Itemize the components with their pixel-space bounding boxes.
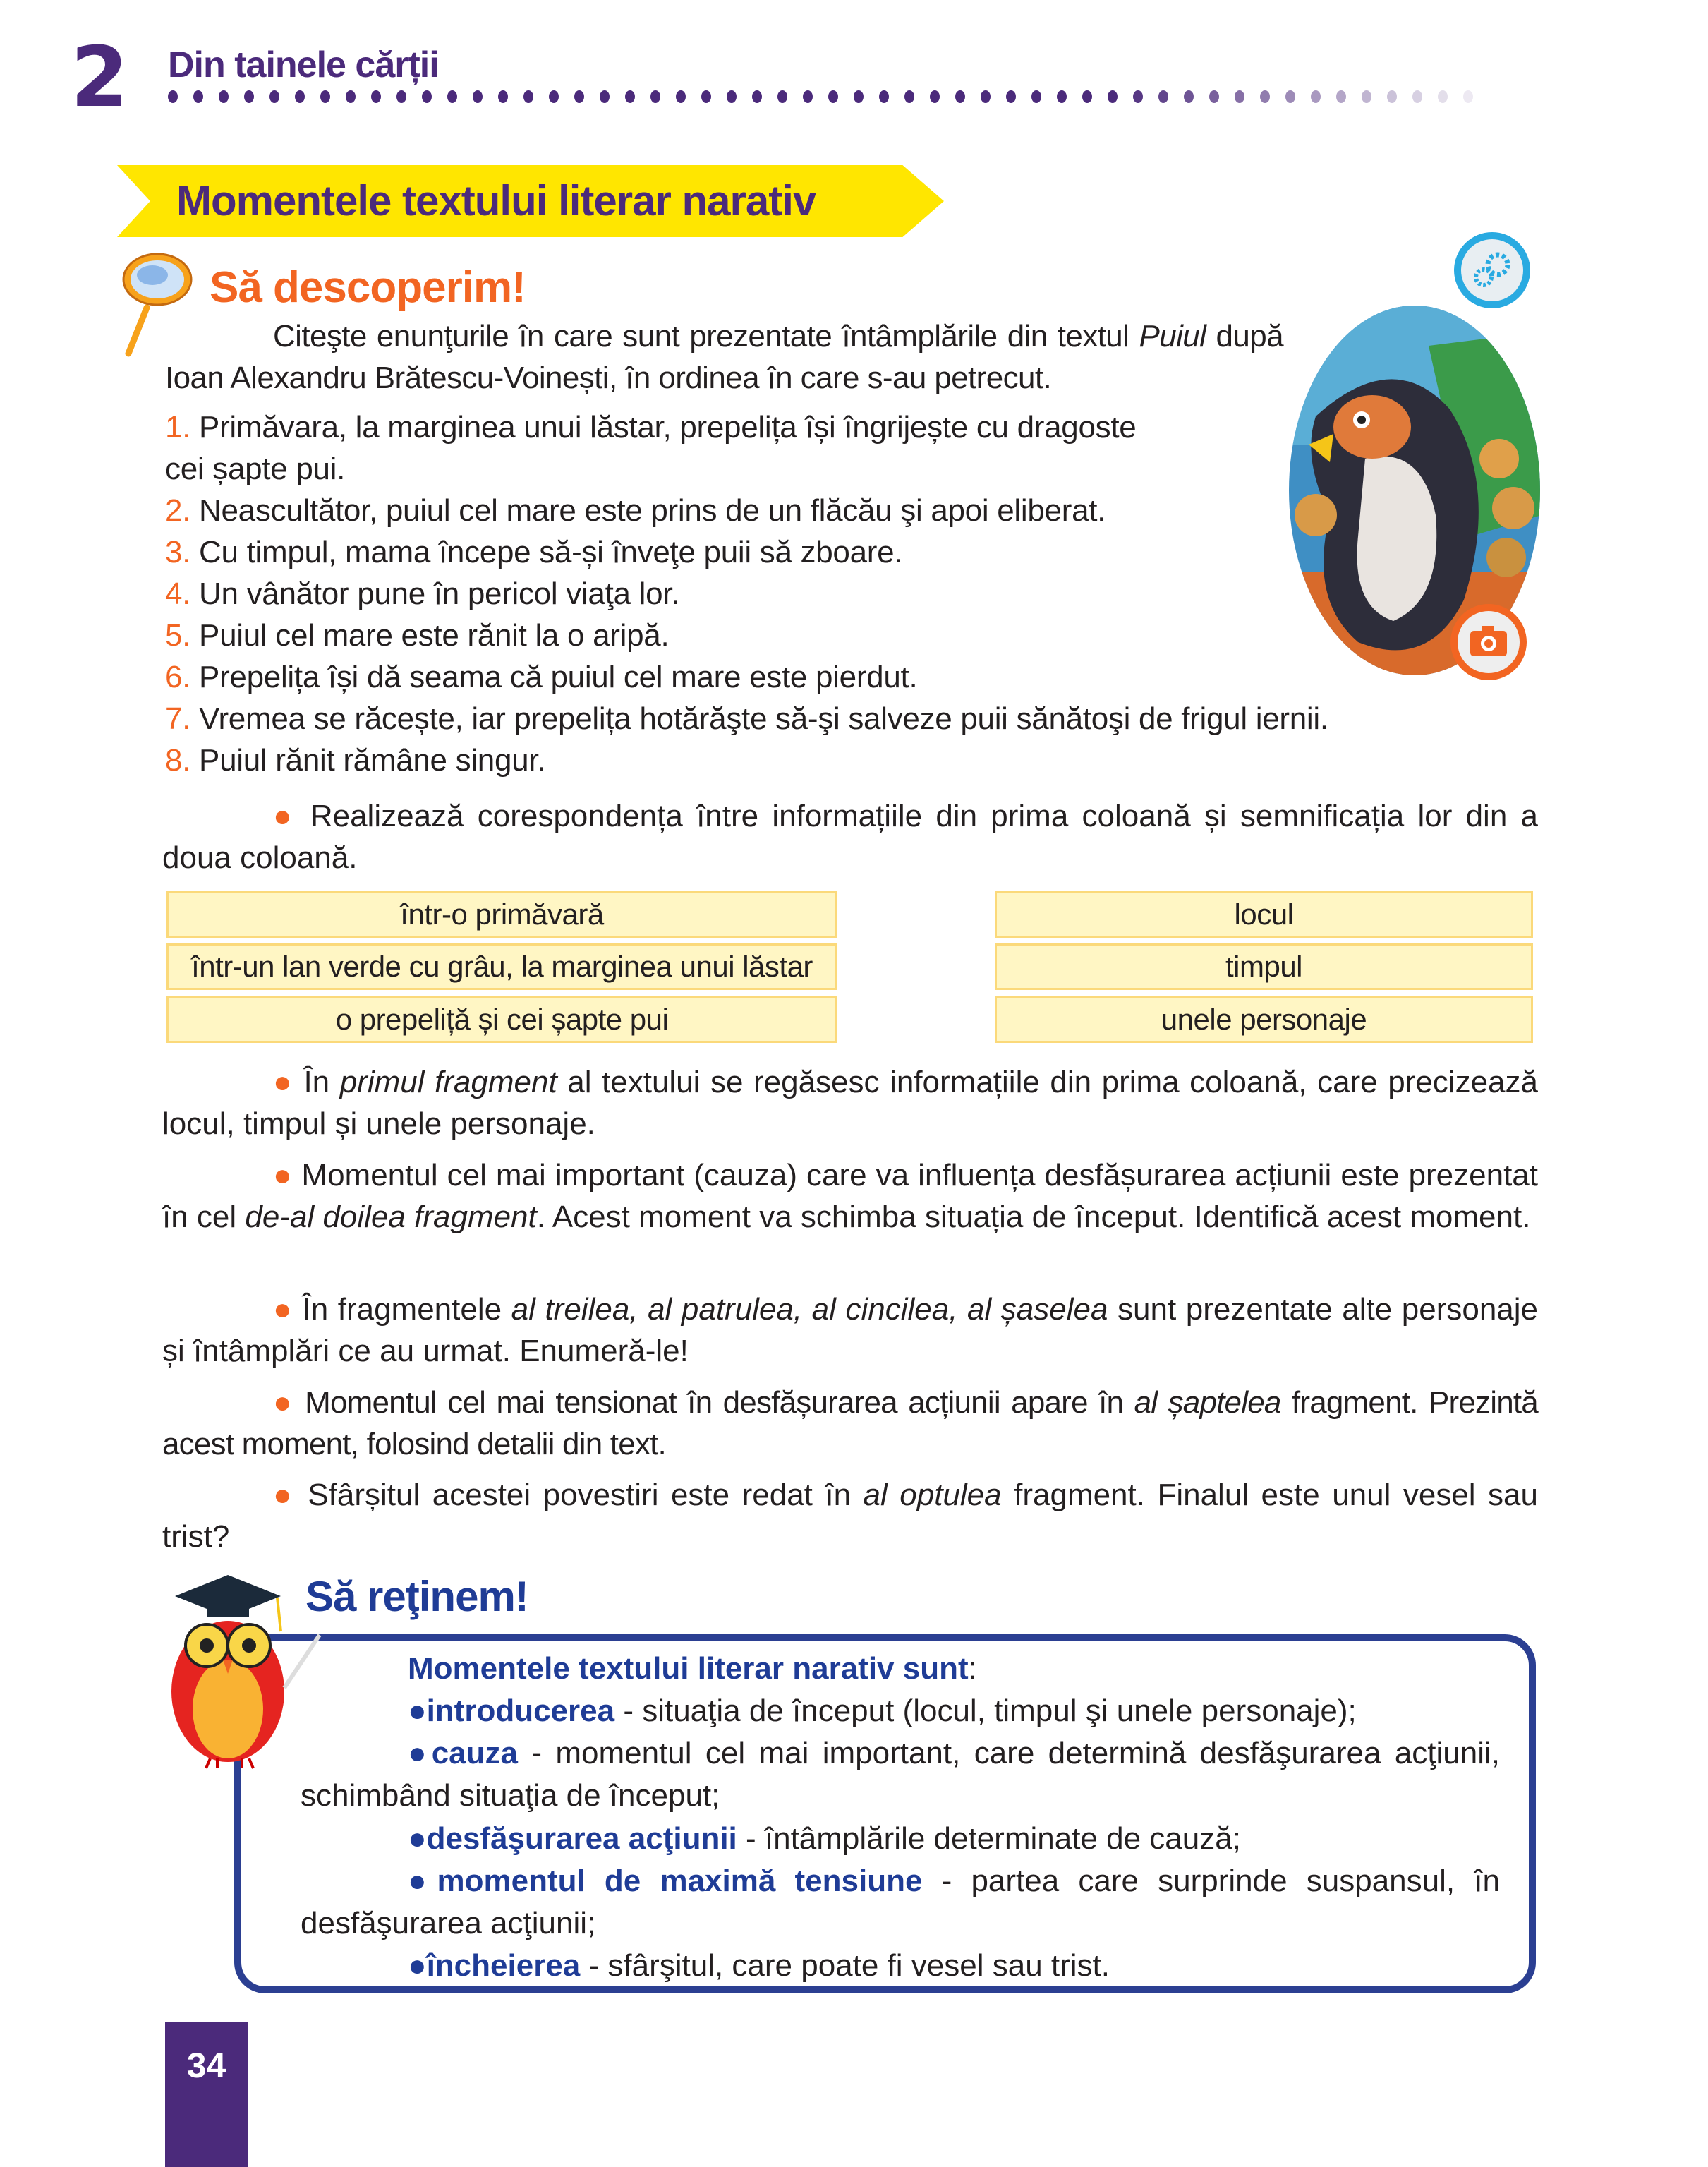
chapter-title: Din tainele cărții bbox=[168, 44, 439, 85]
text: În bbox=[303, 1065, 340, 1099]
item-text: Cu timpul, mama începe să-și înveţe puii să zboare. bbox=[190, 535, 903, 569]
divider-dot bbox=[1006, 90, 1016, 103]
bullet-icon: ● bbox=[408, 1864, 437, 1898]
divider-dot bbox=[701, 90, 711, 103]
divider-dot bbox=[1133, 90, 1143, 103]
intro-part: Citeşte enunţurile în care sunt prezentate întâmplările din textul bbox=[273, 319, 1139, 354]
item-number: 6. bbox=[165, 660, 191, 694]
paragraph-5 bbox=[162, 1474, 1538, 1557]
divider-dot bbox=[1209, 90, 1219, 103]
term: încheierea bbox=[426, 1948, 581, 1983]
divider-dot bbox=[1285, 90, 1295, 103]
intro-italic: Puiul bbox=[1139, 319, 1206, 354]
italic-text: al optulea bbox=[863, 1478, 1002, 1512]
item-text: Primăvara, la marginea unui lăstar, prepelița își îngrijește cu dragoste bbox=[190, 410, 1137, 445]
list-item bbox=[165, 656, 917, 698]
match-task-text: Realizează corespondența între informațiile din prima coloană și semnificația lor din a doua coloană. bbox=[162, 799, 1538, 875]
divider-dot bbox=[777, 90, 787, 103]
owl-icon bbox=[161, 1568, 323, 1769]
divider-dot bbox=[498, 90, 508, 103]
right-column-cell[interactable]: unele personaje bbox=[995, 996, 1533, 1043]
divider-dot bbox=[981, 90, 991, 103]
text: Sfârșitul acestei povestiri este redat în bbox=[308, 1478, 864, 1512]
page-number-tab bbox=[165, 2022, 248, 2167]
bullet-icon: ● bbox=[273, 1292, 293, 1327]
paragraph-4 bbox=[162, 1382, 1538, 1465]
divider-dot bbox=[168, 90, 178, 103]
divider-dot bbox=[600, 90, 610, 103]
dotted-divider bbox=[168, 90, 1508, 103]
divider-dot bbox=[396, 90, 406, 103]
list-item bbox=[165, 698, 1328, 740]
retain-item bbox=[301, 1690, 1500, 1732]
definition: - situaţia de început (locul, timpul şi unele personaje); bbox=[614, 1694, 1357, 1728]
camera-icon[interactable] bbox=[1448, 601, 1530, 683]
definition: - momentul cel mai important, care determină desfăşurarea acţiunii, schimbând situaţia de început; bbox=[301, 1736, 1501, 1813]
divider-dot bbox=[1438, 90, 1448, 103]
italic-text: de-al doilea fragment bbox=[245, 1200, 537, 1234]
item-number: 7. bbox=[165, 701, 191, 736]
bullet-icon: ● bbox=[273, 1385, 294, 1420]
text: În fragmentele bbox=[302, 1292, 511, 1327]
divider-dot bbox=[1260, 90, 1270, 103]
divider-dot bbox=[676, 90, 686, 103]
list-item bbox=[165, 740, 545, 781]
list-item bbox=[165, 406, 1136, 448]
divider-dot bbox=[1235, 90, 1244, 103]
divider-dot bbox=[549, 90, 559, 103]
item-number: 2. bbox=[165, 493, 191, 528]
divider-dot bbox=[727, 90, 737, 103]
item-number: 3. bbox=[165, 535, 191, 569]
text: al textului se regăsesc informațiile din prima coloană, care precizează locul, timpul și unele personaje. bbox=[162, 1065, 1538, 1141]
divider-dot bbox=[828, 90, 838, 103]
item-text: Un vânător pune în pericol viaţa lor. bbox=[190, 577, 680, 611]
bullet-icon: ● bbox=[273, 1158, 293, 1193]
paragraph-3 bbox=[162, 1288, 1538, 1372]
divider-dot bbox=[422, 90, 432, 103]
item-text: Neascultător, puiul cel mare este prins de un flăcău şi apoi eliberat. bbox=[190, 493, 1106, 528]
retain-item bbox=[301, 1945, 1500, 1987]
retain-item bbox=[301, 1732, 1500, 1817]
item-text: Puiul rănit rămâne singur. bbox=[190, 743, 546, 778]
right-column-cell[interactable]: timpul bbox=[995, 943, 1533, 990]
divider-dot bbox=[346, 90, 356, 103]
divider-dot bbox=[473, 90, 483, 103]
item-number: 5. bbox=[165, 618, 191, 653]
item-text: Vremea se răcește, iar prepelița hotărăşte să-şi salveze puii sănătoşi de frigul iernii. bbox=[190, 701, 1328, 736]
item-text: Prepelița își dă seama că puiul cel mare este pierdut. bbox=[190, 660, 918, 694]
italic-text: al șaptelea bbox=[1134, 1385, 1281, 1420]
divider-dot bbox=[854, 90, 864, 103]
left-column-cell[interactable]: o prepeliță și cei șapte pui bbox=[166, 996, 837, 1043]
left-column-cell[interactable]: într-o primăvară bbox=[166, 891, 837, 938]
divider-dot bbox=[752, 90, 762, 103]
divider-dot bbox=[1412, 90, 1422, 103]
gear-icon[interactable] bbox=[1451, 229, 1533, 311]
divider-dot bbox=[295, 90, 305, 103]
text: Momentul cel mai tensionat în desfășurarea acțiunii apare în bbox=[305, 1385, 1134, 1420]
divider-dot bbox=[1031, 90, 1041, 103]
definition: - partea care surprinde suspansul, în desfăşurarea acţiunii; bbox=[301, 1864, 1500, 1940]
list-item bbox=[165, 615, 669, 656]
paragraph-2 bbox=[162, 1154, 1538, 1238]
chapter-number: 2 bbox=[71, 28, 129, 126]
bullet-icon: ● bbox=[408, 1694, 427, 1728]
item-text: Puiul cel mare este rănit la o aripă. bbox=[190, 618, 670, 653]
divider-dot bbox=[930, 90, 940, 103]
lesson-title: Momentele textului literar narativ bbox=[176, 177, 816, 224]
text: Momentul cel mai important (cauza) care va influența desfășurarea acțiunii este prezentat în cel bbox=[162, 1158, 1538, 1234]
divider-dot bbox=[244, 90, 254, 103]
term: introducerea bbox=[426, 1694, 615, 1728]
divider-dot bbox=[523, 90, 533, 103]
italic-text: primul fragment bbox=[339, 1065, 557, 1099]
right-column-cell[interactable]: locul bbox=[995, 891, 1533, 938]
divider-dot bbox=[371, 90, 381, 103]
text: sunt prezentate alte personaje și întâmplări ce au urmat. Enumeră-le! bbox=[162, 1292, 1539, 1368]
divider-dot bbox=[1184, 90, 1194, 103]
divider-dot bbox=[269, 90, 279, 103]
item-text: cei șapte pui. bbox=[165, 452, 346, 486]
divider-dot bbox=[320, 90, 330, 103]
definition: - întâmplările determinate de cauză; bbox=[737, 1821, 1241, 1856]
divider-dot bbox=[879, 90, 889, 103]
divider-dot bbox=[1082, 90, 1092, 103]
italic-text: al treilea, al patrulea, al cincilea, al șaselea bbox=[511, 1292, 1108, 1327]
divider-dot bbox=[955, 90, 965, 103]
divider-dot bbox=[1362, 90, 1371, 103]
divider-dot bbox=[1158, 90, 1168, 103]
bullet-icon: ● bbox=[408, 1821, 427, 1856]
list-item bbox=[165, 490, 1106, 531]
divider-dot bbox=[625, 90, 635, 103]
divider-dot bbox=[219, 90, 229, 103]
divider-dot bbox=[1387, 90, 1397, 103]
divider-dot bbox=[904, 90, 914, 103]
paragraph-1 bbox=[162, 1061, 1538, 1145]
match-task bbox=[162, 795, 1538, 879]
bullet-icon: ● bbox=[273, 1065, 293, 1099]
list-item bbox=[165, 448, 345, 490]
divider-dot bbox=[447, 90, 457, 103]
divider-dot bbox=[1108, 90, 1118, 103]
retain-item bbox=[301, 1818, 1500, 1860]
item-number: 8. bbox=[165, 743, 191, 778]
divider-dot bbox=[1463, 90, 1473, 103]
divider-dot bbox=[650, 90, 660, 103]
divider-dot bbox=[193, 90, 203, 103]
intro-part: după Ioan Alexandru Brătescu-Voinești, în ordinea în care s-au petrecut. bbox=[165, 319, 1283, 395]
text: . Acest moment va schimba situația de început. Identifică acest moment. bbox=[536, 1200, 1531, 1234]
bullet-icon: ● bbox=[273, 799, 297, 833]
bullet-icon: ● bbox=[408, 1948, 427, 1983]
discover-title: Să descoperim! bbox=[210, 263, 526, 312]
retain-title: Să reţinem! bbox=[305, 1573, 528, 1620]
term: cauza bbox=[431, 1736, 518, 1770]
item-number: 4. bbox=[165, 577, 191, 611]
item-number: 1. bbox=[165, 410, 191, 445]
retain-heading bbox=[408, 1648, 977, 1690]
divider-dot bbox=[1336, 90, 1346, 103]
retain-item bbox=[301, 1860, 1500, 1945]
term: desfăşurarea acţiunii bbox=[426, 1821, 737, 1856]
intro-text bbox=[165, 315, 1283, 399]
definition: - sfârşitul, care poate fi vesel sau trist. bbox=[580, 1948, 1110, 1983]
divider-dot bbox=[1057, 90, 1067, 103]
term: momentul de maximă tensiune bbox=[437, 1864, 923, 1898]
left-column-cell[interactable]: într-un lan verde cu grâu, la marginea unui lăstar bbox=[166, 943, 837, 990]
list-item bbox=[165, 531, 902, 573]
divider-dot bbox=[574, 90, 584, 103]
retain-heading-text: Momentele textului literar narativ sunt bbox=[408, 1651, 969, 1686]
colon: : bbox=[968, 1651, 977, 1686]
bullet-icon: ● bbox=[273, 1478, 296, 1512]
page-number: 34 bbox=[186, 2046, 226, 2085]
divider-dot bbox=[803, 90, 813, 103]
bullet-icon: ● bbox=[408, 1736, 432, 1770]
divider-dot bbox=[1311, 90, 1321, 103]
list-item bbox=[165, 573, 679, 615]
text: fragment. Prezintă acest moment, folosind detalii din text. bbox=[162, 1385, 1538, 1461]
text: fragment. Finalul este unul vesel sau trist? bbox=[162, 1478, 1539, 1554]
